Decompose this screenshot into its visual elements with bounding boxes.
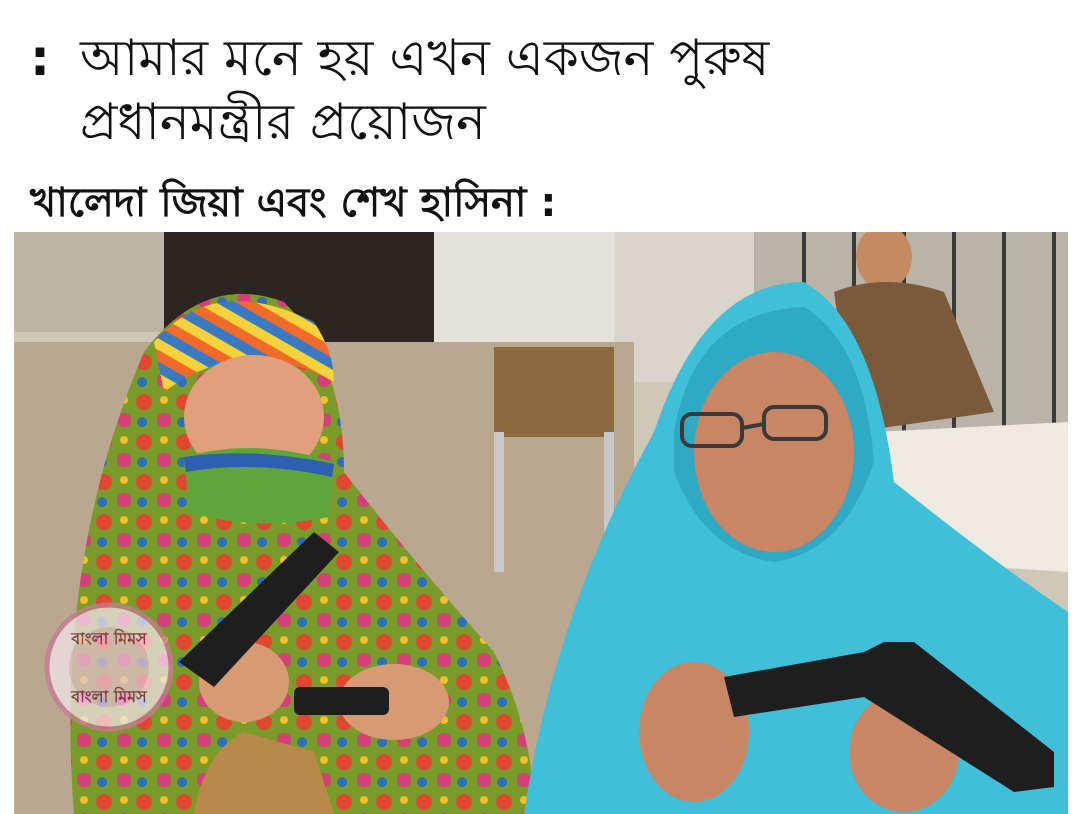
right-woman-face [694,352,854,552]
watermark-logo [47,605,171,729]
watermark-text-top: বাংলা মিমস [71,629,147,648]
caption-line-1 [30,26,1060,90]
meme-caption [30,26,1060,154]
watermark-text-bottom: বাংলা মিমস [71,687,147,706]
caption-text-line-1: আমার মনে হয় এখন একজন পুরুষ [80,29,770,87]
photo-illustration [14,232,1068,814]
caption-colon: : [30,29,50,87]
meme-photo [14,232,1068,814]
meme-reply: খালেদা জিয়া এবং শেখ হাসিনা : [30,180,557,226]
caption-text-line-2: প্রধানমন্ত্রীর প্রয়োজন [80,93,486,151]
